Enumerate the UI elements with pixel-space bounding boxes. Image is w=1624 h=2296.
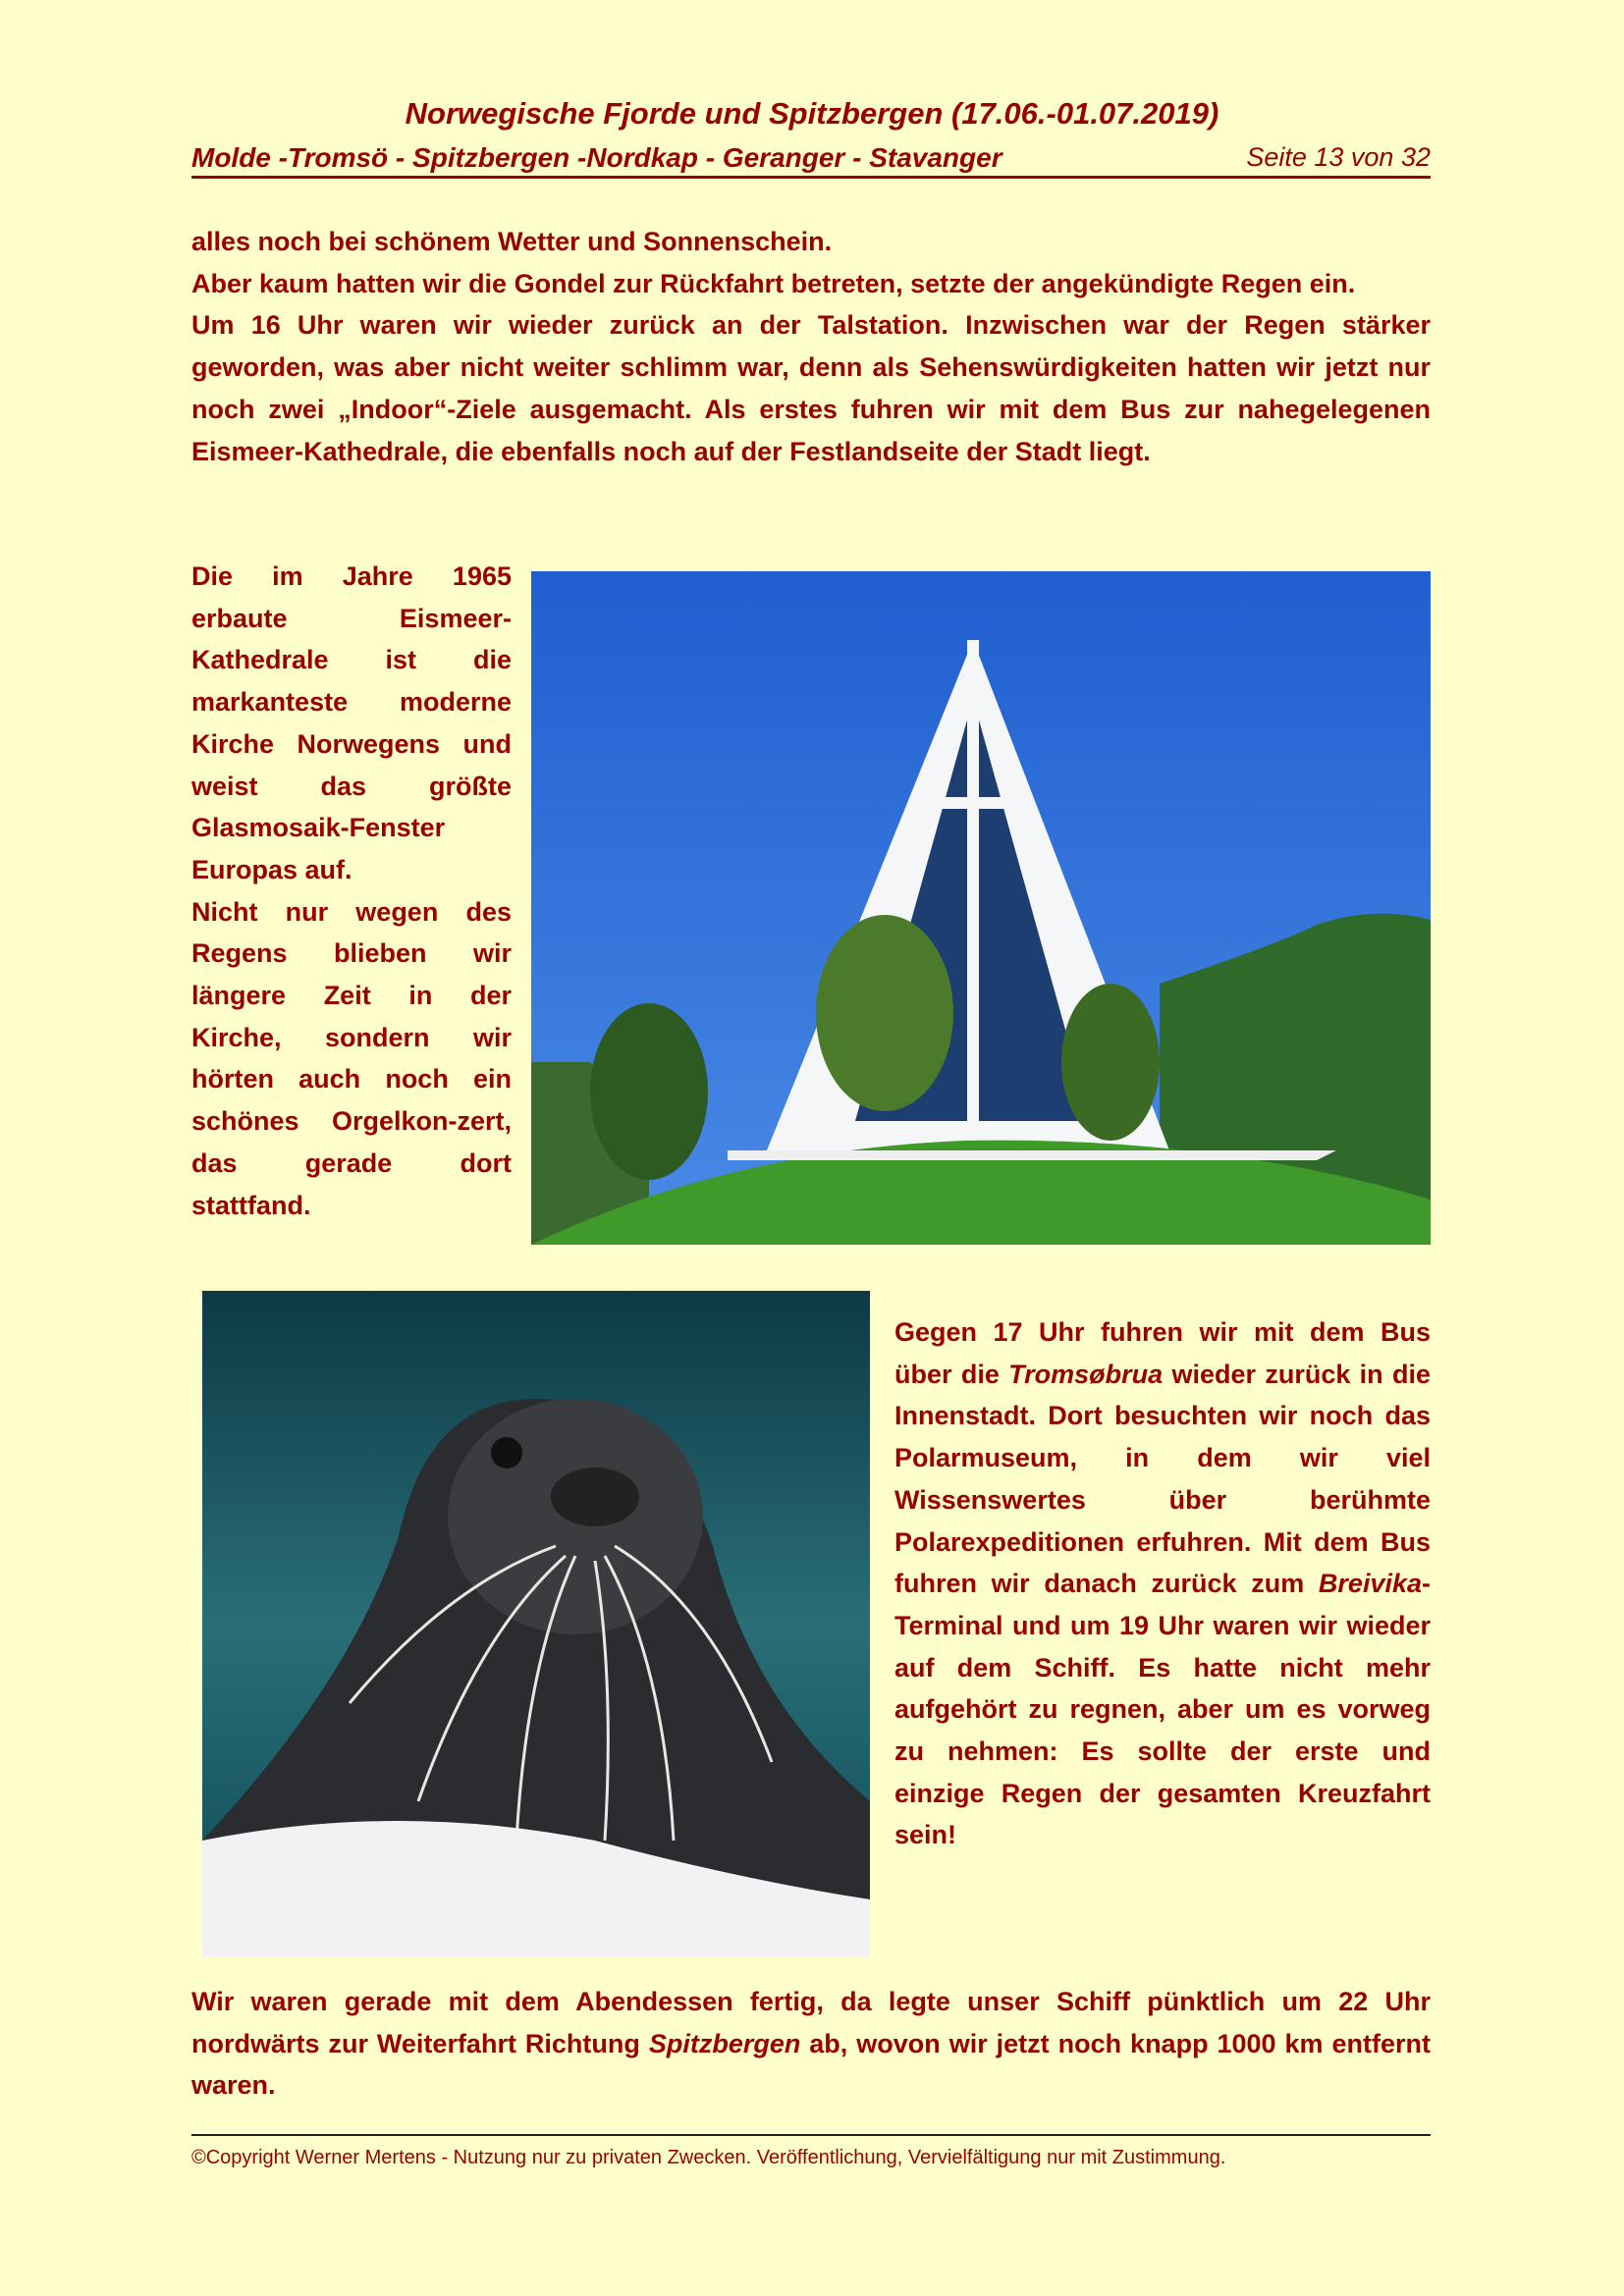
cathedral-text — [191, 556, 512, 1226]
route: Molde -Tromsö - Spitzbergen -Nordkap - Geranger - Stavanger — [191, 142, 1002, 173]
route-subtitle — [191, 142, 1431, 179]
bridge-name: Tromsøbrua — [1008, 1359, 1164, 1389]
closing-text — [191, 1981, 1431, 2107]
paragraph: alles noch bei schönem Wetter und Sonnenschein. — [191, 227, 833, 256]
text: Gegen 17 Uhr fuhren wir mit dem Bus über die — [894, 1317, 1431, 1389]
bearded-seal-photo — [202, 1291, 870, 1956]
paragraph: Um 16 Uhr waren wir wieder zurück an der Talstation. Inzwischen war der Regen stärker geworden, was aber nicht weiter schlimm war, denn als Sehenswürdigkeiten hatten wir jetzt nur noch zwei „Indoor“-Ziele ausgemacht. Als erstes fuhren wir mit dem Bus zur nahegelegenen Eismeer-Kathedrale, die ebenfalls noch auf der Festlandseite der Stadt liegt. — [191, 310, 1431, 466]
text: Wir waren gerade mit dem Abendessen fertig, da legte unser Schiff pünktlich um 22 Uhr nordwärts zur Weiterfahrt Richtung — [191, 1987, 1431, 2058]
paragraph: Aber kaum hatten wir die Gondel zur Rückfahrt betreten, setzte der angekündigte Regen ein. — [191, 268, 1356, 298]
paragraph: Die im Jahre 1965 erbaute Eismeer-Kathedrale ist die markanteste moderne Kirche Norwegens und weist das größte Glasmosaik-Fenster Europas auf. — [191, 561, 512, 884]
footer-divider — [191, 2134, 1431, 2136]
text: -Terminal und um 19 Uhr waren wir wieder auf dem Schiff. Es hatte nicht mehr aufgehört zu regnen, aber um es vorweg zu nehmen: Es sollte der erste und einzige Regen der gesamten Kreuzfahrt sein! — [894, 1569, 1431, 1850]
arctic-cathedral-photo — [531, 571, 1431, 1245]
museum-text — [894, 1311, 1431, 1856]
destination: Spitzbergen — [648, 2028, 801, 2058]
terminal-name: Breivika — [1318, 1569, 1422, 1599]
paragraph: Nicht nur wegen des Regens blieben wir längere Zeit in der Kirche, sondern wir hörten auch noch ein schönes Orgelkon-zert, das gerade dort stattfand. — [191, 896, 512, 1220]
document-title: Norwegische Fjorde und Spitzbergen (17.06.-01.07.2019) — [405, 96, 1219, 131]
text: ab, wovon wir jetzt noch knapp 1000 km entfernt waren. — [191, 2028, 1431, 2101]
text: wieder zurück in die Innenstadt. Dort besuchten wir noch das Polarmuseum, in dem wir viel Wissenswertes über berühmte Polarexpeditionen erfuhren. Mit dem Bus fuhren wir danach zurück zum — [894, 1359, 1431, 1599]
page-number: Seite 13 von 32 — [1246, 142, 1431, 172]
intro-text — [191, 221, 1431, 472]
copyright-footer: ©Copyright Werner Mertens - Nutzung nur zu privaten Zwecken. Veröffentlichung, Vervielfältigung nur mit Zustimmung. — [191, 2147, 1226, 2168]
